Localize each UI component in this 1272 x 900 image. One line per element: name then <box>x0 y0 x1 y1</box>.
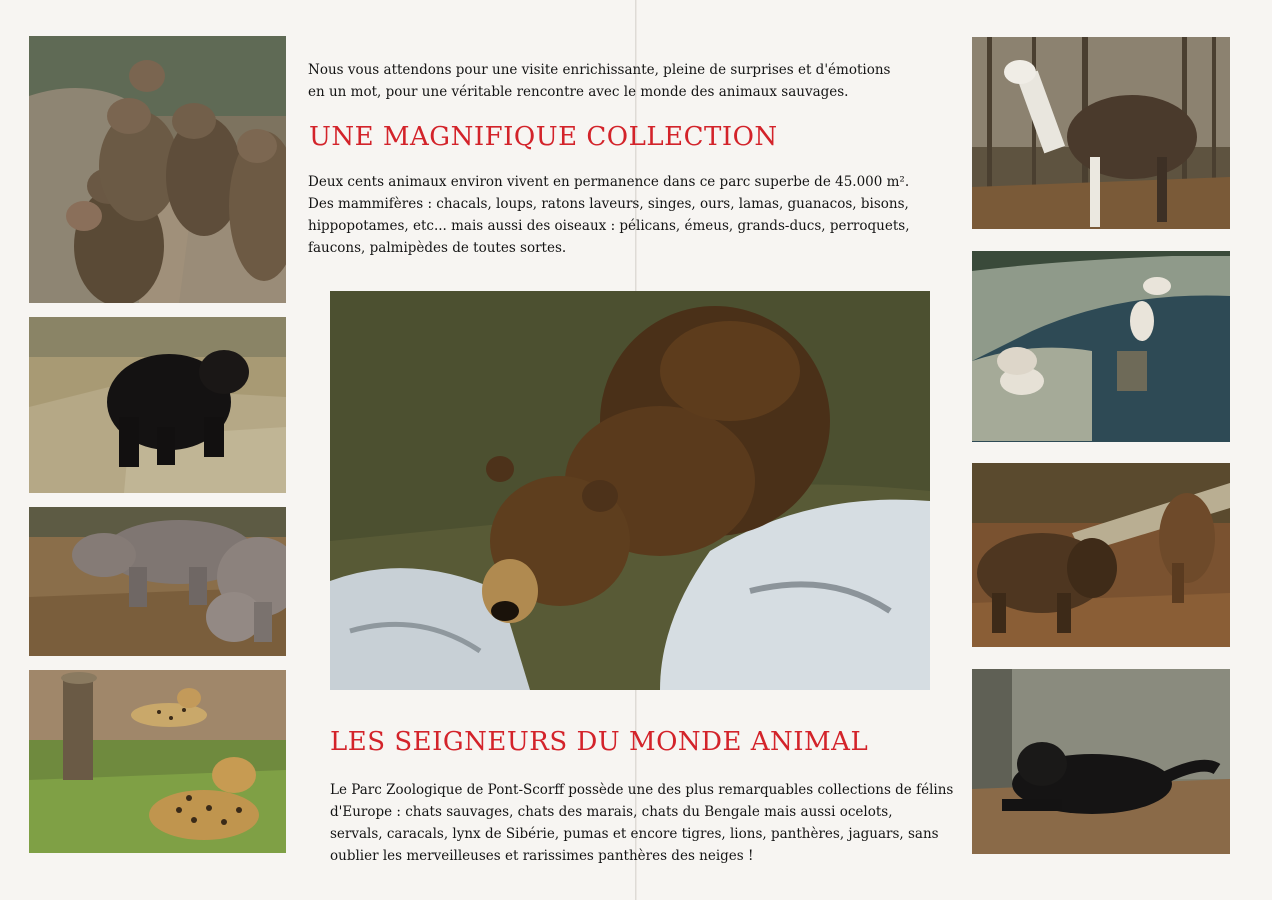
black-bear-photo <box>29 317 286 493</box>
llama-photo <box>972 37 1230 229</box>
jaguars-photo <box>29 670 286 853</box>
seigneurs-line: d'Europe : chats sauvages, chats des marais, chats du Bengale mais aussi ocelots, <box>330 804 893 820</box>
intro-paragraph <box>308 59 918 103</box>
collection-paragraph <box>308 171 958 259</box>
black-panther-photo <box>972 669 1230 854</box>
collection-line: Des mammifères : chacals, loups, ratons laveurs, singes, ours, lamas, guanacos, bisons, <box>308 196 909 212</box>
pelicans-photo <box>972 251 1230 442</box>
intro-line: en un mot, pour une véritable rencontre avec le monde des animaux sauvages. <box>308 84 849 100</box>
collection-line: Deux cents animaux environ vivent en permanence dans ce parc superbe de 45.000 m². <box>308 174 910 190</box>
seigneurs-heading: LES SEIGNEURS DU MONDE ANIMAL <box>330 727 869 757</box>
intro-line: Nous vous attendons pour une visite enrichissante, pleine de surprises et d'émotions <box>308 62 891 78</box>
seigneurs-paragraph <box>330 779 954 867</box>
bison-photo <box>972 463 1230 647</box>
brown-bear-in-water-photo <box>330 291 930 690</box>
collection-heading: UNE MAGNIFIQUE COLLECTION <box>309 122 778 152</box>
hippos-photo <box>29 507 286 656</box>
seigneurs-line: oublier les merveilleuses et rarissimes panthères des neiges ! <box>330 848 754 864</box>
collection-line: faucons, palmipèdes de toutes sortes. <box>308 240 567 256</box>
seigneurs-line: servals, caracals, lynx de Sibérie, pumas et encore tigres, lions, panthères, jaguars, sans <box>330 826 939 842</box>
seigneurs-line: Le Parc Zoologique de Pont-Scorff possède une des plus remarquables collections de félins <box>330 782 954 798</box>
collection-line: hippopotames, etc... mais aussi des oiseaux : pélicans, émeus, grands-ducs, perroquets, <box>308 218 910 234</box>
baboons-photo <box>29 36 286 303</box>
